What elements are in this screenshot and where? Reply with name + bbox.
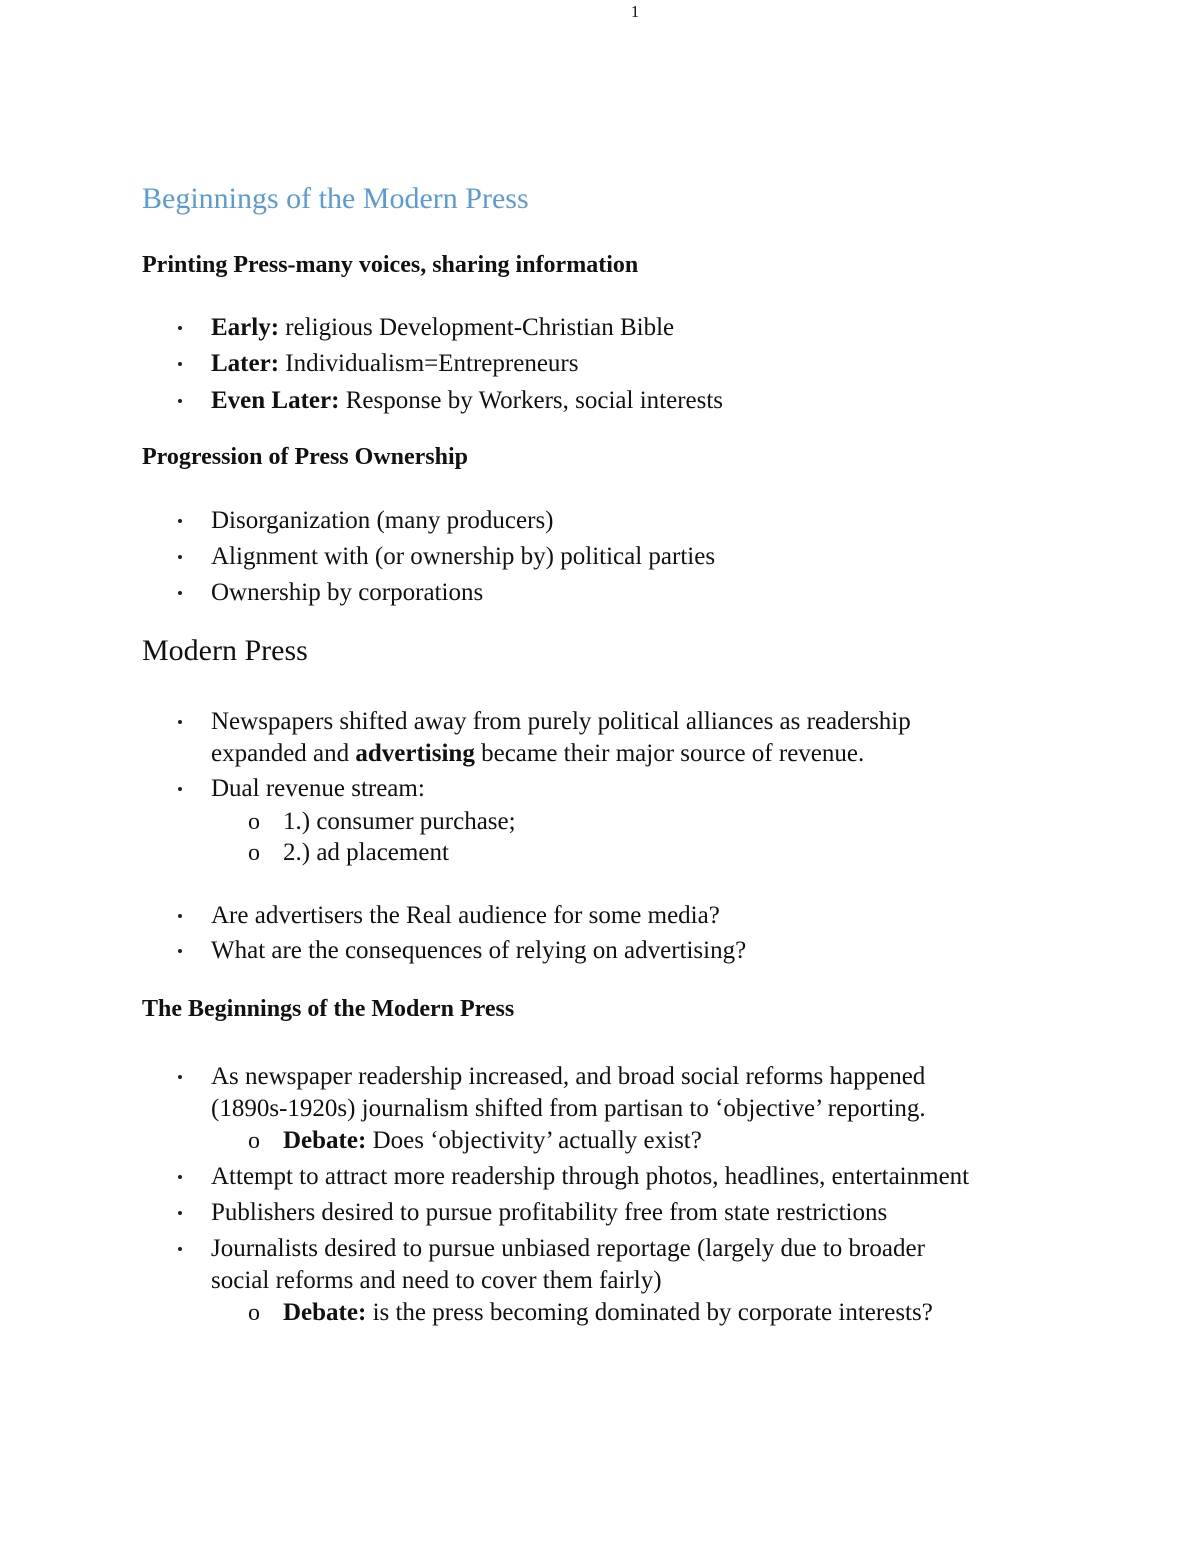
bullet-icon <box>178 949 182 953</box>
bullet-icon <box>178 1211 182 1215</box>
bullet-icon <box>178 720 182 724</box>
bullet-icon <box>178 1075 182 1079</box>
bullet-icon <box>178 362 182 366</box>
section-title-beginnings: Beginnings of the Modern Press <box>142 182 529 215</box>
beginnings-heading: The Beginnings of the Modern Press <box>142 996 515 1022</box>
ownership-heading: Progression of Press Ownership <box>142 444 469 470</box>
bullet-icon <box>178 1247 182 1251</box>
bullet-icon <box>178 519 182 523</box>
bullet-icon <box>178 1175 182 1179</box>
bullet-icon <box>178 914 182 918</box>
circle-bullet-icon: o <box>248 809 260 835</box>
section-title-modern-press: Modern Press <box>142 634 308 667</box>
bullet-icon <box>178 399 182 403</box>
bullet-icon <box>178 326 182 330</box>
page-number: 1 <box>630 2 640 21</box>
printing-press-heading: Printing Press-many voices, sharing information <box>142 252 639 278</box>
circle-bullet-icon: o <box>248 1128 260 1154</box>
bullet-icon <box>178 555 182 559</box>
circle-bullet-icon: o <box>248 1300 260 1326</box>
bullet-icon <box>178 787 182 791</box>
circle-bullet-icon: o <box>248 840 260 866</box>
bullet-icon <box>178 591 182 595</box>
